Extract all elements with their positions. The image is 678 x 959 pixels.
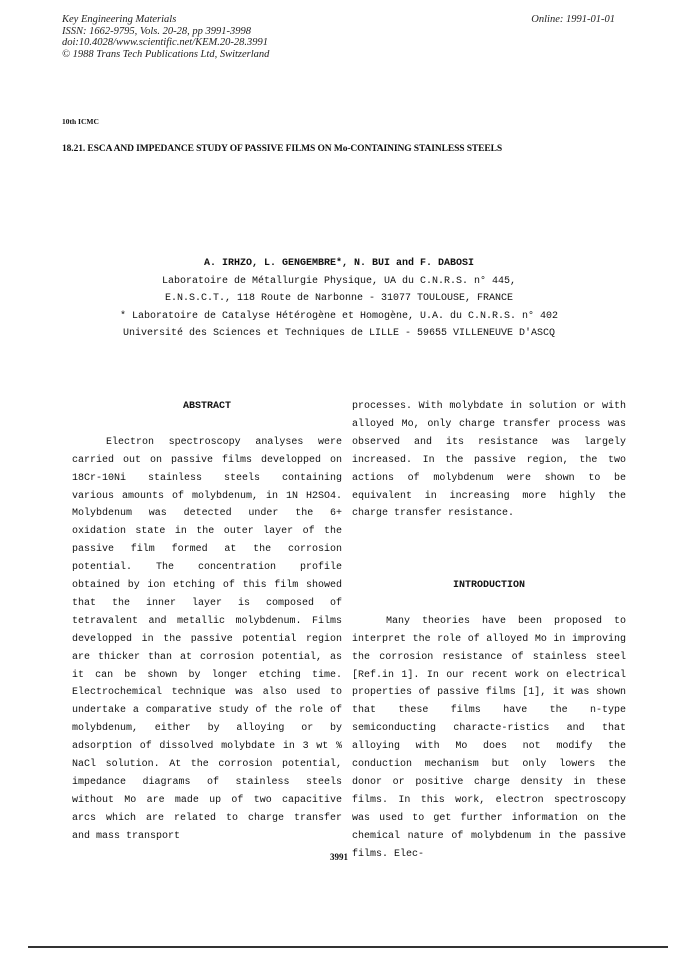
left-column	[72, 398, 342, 846]
right-column	[352, 398, 626, 864]
abstract-heading: ABSTRACT	[182, 401, 231, 412]
issn-line: ISSN: 1662-9795, Vols. 20-28, pp 3991-3998	[62, 25, 251, 37]
journal-header	[62, 14, 269, 60]
doi-line: doi:10.4028/www.scientific.net/KEM.20-28.3991	[62, 37, 268, 48]
affiliation-4: Université des Sciences et Techniques de LILLE - 59655 VILLENEUVE D'ASCQ	[122, 328, 556, 339]
affiliation-2: E.N.S.C.T., 118 Route de Narbonne - 31077 TOULOUSE, FRANCE	[164, 293, 514, 304]
bottom-rule	[28, 946, 668, 948]
journal-name: Key Engineering Materials	[62, 14, 177, 25]
page-number: 3991	[330, 852, 348, 862]
paper-title: 18.21. ESCA AND IMPEDANCE STUDY OF PASSIVE FILMS ON Mo-CONTAINING STAINLESS STEELS	[62, 144, 503, 154]
abstract-text: Electron spectroscopy analyses were carried out on passive films developped on 18Cr-10Ni stainless steels containing various amounts of molybdenum, in 1N H2SO4. Molybdenum was detected under the 6+ oxidation state in the outer layer of the passive film formed at the corrosion potential. The concentration profile obtained by ion etching of this film showed that the inner layer is composed of tetravalent and metallic molybdenum. Films developped in the passive potential region are thicker than at corrosion potential, as it can be shown by longer etching time. Electrochemical technique was also used to undertake a comparative study of the role of molybdenum, either by alloying or by adsorption of dissolved molybdate in 3 wt % NaCl solution. At the corrosion potential, impedance diagrams of stainless steels without Mo are made up of two capacitive arcs which are related to charge transfer and mass transport	[72, 436, 342, 842]
series-label: 10th ICMC	[62, 117, 99, 126]
abstract-continuation: processes. With molybdate in solution or with alloyed Mo, only charge transfer process was observed and its resistance was largely increased. In the passive region, the two actions of molybdenum were shown to be equivalent in increasing more highly the charge transfer resistance.	[352, 401, 626, 520]
affiliation-1: Laboratoire de Métallurgie Physique, UA du C.N.R.S. n° 445,	[161, 275, 517, 287]
affiliation-3: * Laboratoire de Catalyse Hétérogène et Homogène, U.A. du C.N.R.S. n° 402	[119, 310, 559, 322]
introduction-text: Many theories have been proposed to interpret the role of alloyed Mo in improving the corrosion resistance of stainless steel [Ref.in 1]. In our recent work on electrical properties of passive films [1], it was shown that these films have the n-type semiconducting characte-ristics and that alloying with Mo does not modify the conduction mechanism but only lowers the donor or positive charge density in these films. In this work, electron spectroscopy was used to get further information on the chemical nature of molybdenum in the passive films. Elec-	[352, 615, 626, 860]
author-names: A. IRHZO, L. GENGEMBRE*, N. BUI and F. DABOSI	[203, 258, 475, 269]
author-block	[0, 255, 678, 343]
introduction-heading: INTRODUCTION	[452, 580, 525, 592]
online-date: Online: 1991-01-01	[531, 14, 615, 25]
copyright-line: © 1988 Trans Tech Publications Ltd, Switzerland	[62, 48, 270, 60]
